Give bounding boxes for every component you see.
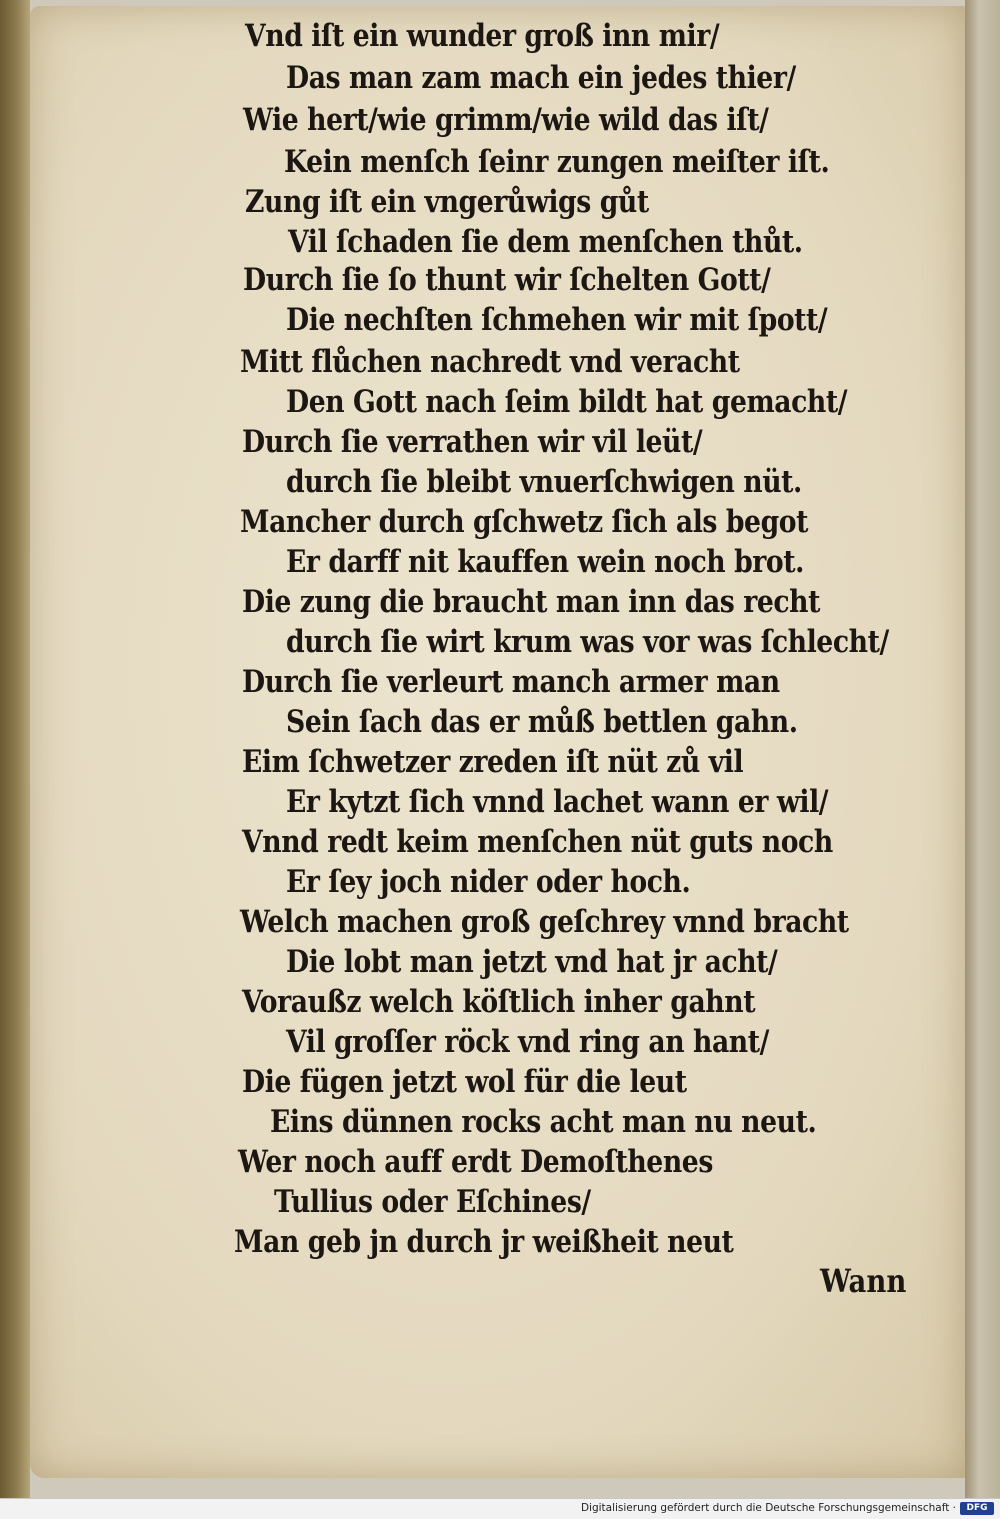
verse-line: durch ſie bleibt vnuerſchwigen nüt. — [286, 464, 802, 500]
funding-notice: Digitalisierung gefördert durch die Deutsche Forschungsgemeinschaft · — [580, 1502, 956, 1514]
verse-line: Vnnd redt keim menſchen nüt guts noch — [242, 824, 833, 860]
verse-line: Tullius oder Eſchines/ — [274, 1184, 591, 1220]
verse-line: Man geb jn durch jr weißheit neut — [234, 1224, 734, 1260]
verse-block — [30, 6, 965, 1478]
dfg-logo-icon: DFG — [960, 1502, 994, 1515]
verse-line: Vnd iſt ein wunder groß inn mir/ — [245, 18, 720, 54]
verse-line: Die fügen jetzt wol für die leut — [242, 1064, 687, 1100]
book-page — [30, 6, 965, 1478]
verse-line: Er ſey joch nider oder hoch. — [286, 864, 691, 900]
catchword: Wann — [820, 1262, 907, 1300]
verse-line: Die nechſten ſchmehen wir mit ſpott/ — [286, 302, 828, 338]
verse-line: Voraußz welch köſtlich inher gahnt — [242, 984, 756, 1020]
verse-line: Durch ſie verrathen wir vil leüt/ — [242, 424, 703, 460]
verse-line: durch ſie wirt krum was vor was ſchlecht/ — [286, 624, 889, 660]
verse-line: Er darff nit kauffen wein noch brot. — [286, 544, 804, 580]
verse-line: Kein menſch ſeinr zungen meiſter iſt. — [284, 144, 830, 180]
verse-line: Durch ſie verleurt manch armer man — [242, 664, 780, 700]
verse-line: Eim ſchwetzer zreden iſt nüt zů vil — [242, 744, 744, 780]
verse-line: Die zung die braucht man inn das recht — [242, 584, 821, 620]
verse-line: Das man zam mach ein jedes thier/ — [286, 60, 796, 96]
verse-line: Wie hert/wie grimm/wie wild das iſt/ — [243, 102, 769, 138]
verse-line: Er kytzt ſich vnnd lachet wann er wil/ — [286, 784, 829, 820]
verse-line: Zung iſt ein vngerůwigs gůt — [245, 184, 649, 220]
verse-line: Welch machen groß geſchrey vnnd bracht — [240, 904, 849, 940]
verse-line: Eins dünnen rocks acht man nu neut. — [270, 1104, 817, 1140]
verse-line: Vil ſchaden ſie dem menſchen thůt. — [288, 224, 803, 260]
verse-line: Vil groſſer röck vnd ring an hant/ — [286, 1024, 769, 1060]
verse-line: Durch ſie ſo thunt wir ſchelten Gott/ — [243, 262, 771, 298]
verse-line: Den Gott nach ſeim bildt hat gemacht/ — [286, 384, 848, 420]
verse-line: Mancher durch gſchwetz ſich als begot — [240, 504, 809, 540]
facing-page-edge — [965, 0, 1000, 1498]
digitization-footer — [0, 1498, 1000, 1519]
verse-line: Die lobt man jetzt vnd hat jr acht/ — [286, 944, 778, 980]
verse-line: Sein ſach das er můß bettlen gahn. — [286, 704, 798, 740]
book-binding — [0, 0, 30, 1498]
verse-line: Mitt flůchen nachredt vnd veracht — [240, 344, 740, 380]
verse-line: Wer noch auff erdt Demoſthenes — [238, 1144, 713, 1180]
